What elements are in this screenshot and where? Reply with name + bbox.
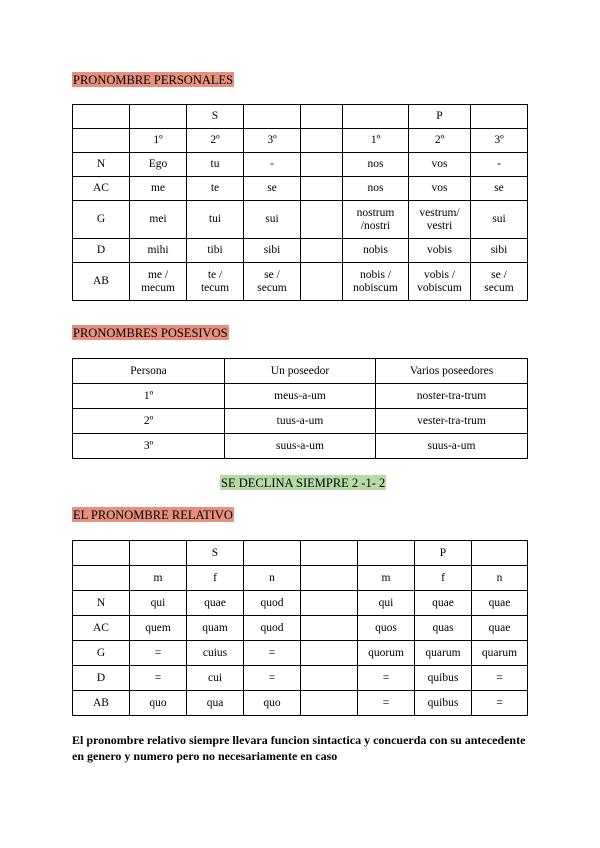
- table-cell: [301, 616, 358, 641]
- possessive-pronouns-heading: PRONOMBRES POSESIVOS: [73, 326, 228, 340]
- table-cell: quae: [415, 591, 472, 616]
- table-cell: quarum: [415, 641, 472, 666]
- table-cell: [73, 566, 130, 591]
- case-cell: N: [73, 591, 130, 616]
- table-cell: qui: [130, 591, 187, 616]
- table-cell: =: [244, 641, 301, 666]
- table-row: [73, 263, 528, 301]
- case-cell: AC: [73, 177, 130, 201]
- table-row: [73, 201, 528, 239]
- table-cell: 3º: [471, 129, 528, 153]
- table-cell: vestrum/ vestri: [409, 201, 471, 239]
- table-cell: 2º: [187, 129, 244, 153]
- case-cell: G: [73, 641, 130, 666]
- table-header-row: [73, 359, 528, 384]
- table-cell: sibi: [471, 239, 528, 263]
- table-cell: [343, 105, 409, 129]
- table-cell: te: [187, 177, 244, 201]
- table-cell: quae: [187, 591, 244, 616]
- header-cell: Un poseedor: [225, 359, 376, 384]
- table-cell: sibi: [244, 239, 301, 263]
- table-cell: nobis / nobiscum: [343, 263, 409, 301]
- case-cell: D: [73, 239, 130, 263]
- table-cell: noster-tra-trum: [376, 384, 528, 409]
- table-cell: =: [472, 691, 528, 716]
- table-cell: [73, 129, 130, 153]
- relative-pronoun-body: [73, 541, 528, 716]
- table-cell: n: [472, 566, 528, 591]
- table-cell: [358, 541, 415, 566]
- case-cell: AB: [73, 263, 130, 301]
- table-cell: quibus: [415, 691, 472, 716]
- table-cell: tuus-a-um: [225, 409, 376, 434]
- table-cell: [301, 263, 343, 301]
- personal-pronouns-table: [72, 104, 528, 301]
- table-cell: quo: [244, 691, 301, 716]
- table-cell: =: [472, 666, 528, 691]
- table-cell: vobis / vobiscum: [409, 263, 471, 301]
- table-cell: 2º: [73, 409, 225, 434]
- table-cell: 3º: [244, 129, 301, 153]
- table-cell: sui: [471, 201, 528, 239]
- table-cell: 1º: [130, 129, 187, 153]
- table-cell: vos: [409, 153, 471, 177]
- table-cell: cui: [187, 666, 244, 691]
- table-cell: me / mecum: [130, 263, 187, 301]
- table-cell: -: [471, 153, 528, 177]
- table-cell: nobis: [343, 239, 409, 263]
- table-cell: tu: [187, 153, 244, 177]
- table-cell: =: [358, 666, 415, 691]
- table-cell: 1º: [73, 384, 225, 409]
- table-cell: suus-a-um: [225, 434, 376, 459]
- header-cell: Varios poseedores: [376, 359, 528, 384]
- case-cell: AC: [73, 616, 130, 641]
- relative-pronoun-heading: EL PRONOMBRE RELATIVO: [73, 508, 233, 522]
- table-row: [73, 434, 528, 459]
- table-cell: vester-tra-trum: [376, 409, 528, 434]
- table-subheader-row: [73, 566, 528, 591]
- table-cell: =: [130, 641, 187, 666]
- table-cell: [130, 105, 187, 129]
- header-cell: Persona: [73, 359, 225, 384]
- table-cell: [301, 129, 343, 153]
- table-cell: tibi: [187, 239, 244, 263]
- table-row: [73, 616, 528, 641]
- table-row: [73, 641, 528, 666]
- table-cell: -: [244, 153, 301, 177]
- table-cell: se: [471, 177, 528, 201]
- table-header-row: [73, 541, 528, 566]
- relative-pronoun-table: [72, 540, 528, 716]
- table-cell: [301, 591, 358, 616]
- personal-pronouns-heading: PRONOMBRE PERSONALES: [73, 73, 234, 87]
- table-row: [73, 153, 528, 177]
- table-cell: Ego: [130, 153, 187, 177]
- table-cell: [301, 239, 343, 263]
- table-cell: nostrum /nostri: [343, 201, 409, 239]
- table-cell: se: [244, 177, 301, 201]
- table-cell: =: [358, 691, 415, 716]
- declension-note: SE DECLINA SIEMPRE 2 -1- 2: [221, 476, 386, 490]
- table-cell: [472, 541, 528, 566]
- table-cell: f: [187, 566, 244, 591]
- table-cell: mei: [130, 201, 187, 239]
- table-cell: quam: [187, 616, 244, 641]
- table-row: [73, 691, 528, 716]
- table-row: [73, 384, 528, 409]
- table-cell: quibus: [415, 666, 472, 691]
- table-cell: tui: [187, 201, 244, 239]
- personal-pronouns-body: [73, 105, 528, 301]
- table-cell: quod: [244, 591, 301, 616]
- table-cell: S: [187, 105, 244, 129]
- table-row: [73, 591, 528, 616]
- table-cell: se / secum: [471, 263, 528, 301]
- table-cell: n: [244, 566, 301, 591]
- table-cell: qui: [358, 591, 415, 616]
- table-cell: quod: [244, 616, 301, 641]
- table-cell: [471, 105, 528, 129]
- table-cell: 3º: [73, 434, 225, 459]
- table-row: [73, 409, 528, 434]
- table-cell: [301, 153, 343, 177]
- case-cell: G: [73, 201, 130, 239]
- table-cell: [73, 541, 130, 566]
- table-cell: [73, 105, 130, 129]
- table-cell: S: [187, 541, 244, 566]
- table-cell: sui: [244, 201, 301, 239]
- possessive-pronouns-table: [72, 358, 528, 459]
- table-row: [73, 666, 528, 691]
- table-cell: suus-a-um: [376, 434, 528, 459]
- table-cell: se / secum: [244, 263, 301, 301]
- table-cell: [244, 105, 301, 129]
- table-cell: quas: [415, 616, 472, 641]
- table-cell: vobis: [409, 239, 471, 263]
- table-header-row: [73, 105, 528, 129]
- table-cell: =: [130, 666, 187, 691]
- table-cell: [301, 177, 343, 201]
- table-cell: quo: [130, 691, 187, 716]
- table-cell: quos: [358, 616, 415, 641]
- table-cell: [244, 541, 301, 566]
- table-cell: me: [130, 177, 187, 201]
- table-cell: quae: [472, 591, 528, 616]
- table-cell: [301, 566, 358, 591]
- table-cell: [301, 666, 358, 691]
- table-cell: 1º: [343, 129, 409, 153]
- table-cell: vos: [409, 177, 471, 201]
- table-cell: [130, 541, 187, 566]
- table-row: [73, 177, 528, 201]
- relative-pronoun-note: El pronombre relativo siempre llevara funcion sintactica y concuerda con su antecedente en genero y numero pero no necesariamente en caso: [72, 733, 526, 763]
- table-cell: [301, 541, 358, 566]
- table-cell: nos: [343, 177, 409, 201]
- table-cell: m: [130, 566, 187, 591]
- table-cell: te / tecum: [187, 263, 244, 301]
- table-cell: quarum: [472, 641, 528, 666]
- table-cell: qua: [187, 691, 244, 716]
- table-cell: f: [415, 566, 472, 591]
- table-cell: quem: [130, 616, 187, 641]
- table-cell: [301, 641, 358, 666]
- table-cell: [301, 691, 358, 716]
- table-cell: P: [415, 541, 472, 566]
- table-cell: nos: [343, 153, 409, 177]
- table-cell: meus-a-um: [225, 384, 376, 409]
- table-cell: mihi: [130, 239, 187, 263]
- table-cell: cuius: [187, 641, 244, 666]
- table-cell: 2º: [409, 129, 471, 153]
- table-cell: [301, 105, 343, 129]
- table-cell: P: [409, 105, 471, 129]
- case-cell: AB: [73, 691, 130, 716]
- table-cell: quae: [472, 616, 528, 641]
- table-cell: m: [358, 566, 415, 591]
- table-cell: [301, 201, 343, 239]
- case-cell: N: [73, 153, 130, 177]
- table-cell: quorum: [358, 641, 415, 666]
- table-cell: =: [244, 666, 301, 691]
- table-row: [73, 239, 528, 263]
- case-cell: D: [73, 666, 130, 691]
- table-subheader-row: [73, 129, 528, 153]
